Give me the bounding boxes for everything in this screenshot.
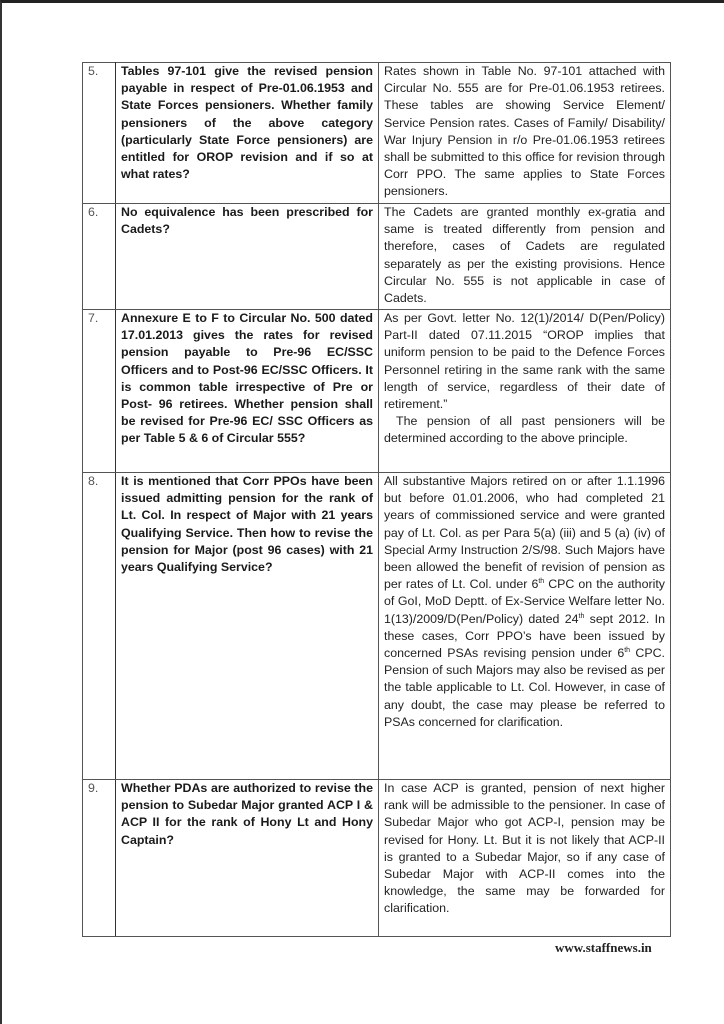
answer-cell xyxy=(379,780,671,937)
answer-cell xyxy=(379,310,671,473)
answer-segment: CPC on the authority of GoI, MoD Deptt. of Ex-Service Welfare letter No. 1(13)/2009/D(Pen/Policy) dated 24 xyxy=(384,577,665,626)
row-number: 7. xyxy=(83,310,116,473)
ordinal-superscript: th xyxy=(578,612,585,620)
table-row xyxy=(83,204,671,310)
answer-text: As per Govt. letter No. 12(1)/2014/ D(Pen/Policy) Part-II dated 07.11.2015 “OROP implies that uniform pension to be paid to the Defence Forces Personnel retiring in the same rank with the same length of service, regardless of their date of retirement.” xyxy=(384,311,665,412)
question-cell xyxy=(116,310,379,473)
question-cell xyxy=(116,204,379,310)
ordinal-superscript: th xyxy=(624,646,631,654)
answer-text: Rates shown in Table No. 97-101 attached with Circular No. 555 are for Pre-01.06.1953 retirees. These tables are showing Service Element/ Service Pension rates. Cases of Family/ Disability/ War Injury Pension in r/o Pre-01.06.1953 retirees shall be submitted to this office for revision through Corr PPO. The same applies to State Forces pensioners. xyxy=(384,64,665,199)
answer-segment: All substantive Majors retired on or after 1.1.1996 but before 01.01.2006, who had completed 21 years of commissioned service and were granted pay of Lt. Col. as per Para 5(a) (iii) and 5 (a) (iv) of Special Army Instruction 2/S/98. Such Majors have been allowed the benefit of revision of pension as per rates of Lt. Col. under 6 xyxy=(384,474,665,592)
answer-cell xyxy=(379,63,671,204)
question-cell xyxy=(116,473,379,780)
row-number: 8. xyxy=(83,473,116,780)
answer-text: The Cadets are granted monthly ex-gratia and same is treated differently from pension and therefore, cases of Cadets are regulated separately as per the existing provisions. Hence Circular No. 555 is not applicable in case of Cadets. xyxy=(384,205,665,306)
question-text: Whether PDAs are authorized to revise the pension to Subedar Major granted ACP I & ACP II for the rank of Hony Lt and Hony Captain? xyxy=(121,781,373,847)
question-text: Tables 97-101 give the revised pension payable in respect of Pre-01.06.1953 and State Forces pensioners. Whether family pensioners of the above category (particularly State Force pensioners) are entitled for OROP revision and if so at what rates? xyxy=(121,64,373,182)
ordinal-superscript: th xyxy=(538,578,545,586)
answer-text-continued: The pension of all past pensioners will be determined according to the above principle. xyxy=(384,414,665,446)
question-text: It is mentioned that Corr PPOs have been issued admitting pension for the rank of Lt. Col. In respect of Major with 21 years Qualifying Service. Then how to revise the pension for Major (post 96 cases) with 21 years Qualifying Service? xyxy=(121,474,373,575)
table-row xyxy=(83,310,671,473)
question-text: No equivalence has been prescribed for Cadets? xyxy=(121,205,373,237)
answer-segment: sept 2012. In these cases, Corr PPO’s have been issued by concerned PSAs revising pension under 6 xyxy=(384,611,665,661)
row-number: 9. xyxy=(83,780,116,937)
table-row xyxy=(83,473,671,780)
answer-text: In case ACP is granted, pension of next higher rank will be admissible to the pensioner. In case of Subedar Major who got ACP-I, pension may be revised for Hony. Lt. But it is not likely that ACP-II is granted to a Subedar Major, so if any case of Subedar Major with ACP-II comes into the knowledge, the same may be forwarded for clarification. xyxy=(384,781,665,916)
table-row xyxy=(83,63,671,204)
answer-text xyxy=(384,473,665,731)
question-text: Annexure E to F to Circular No. 500 dated 17.01.2013 gives the rates for revised pension payable to Pre-96 EC/SSC Officers and to Post-96 EC/SSC Officers. It is common table irrespective of Pre or Post- 96 retirees. Whether pension shall be revised for Pre-96 EC/ SSC Officers as per Table 5 & 6 of Circular 555? xyxy=(121,311,373,446)
answer-cell xyxy=(379,204,671,310)
answer-cell xyxy=(379,473,671,780)
table-row xyxy=(83,780,671,937)
answer-segment: CPC. Pension of such Majors may also be revised as per the table applicable to Lt. Col. However, in case of any doubt, the case may please be referred to PSAs concerned for clarification. xyxy=(384,646,666,729)
row-number: 5. xyxy=(83,63,116,204)
website-watermark: www.staffnews.in xyxy=(555,940,652,955)
row-number: 6. xyxy=(83,204,116,310)
clarification-table xyxy=(82,62,671,937)
question-cell xyxy=(116,63,379,204)
question-cell xyxy=(116,780,379,937)
